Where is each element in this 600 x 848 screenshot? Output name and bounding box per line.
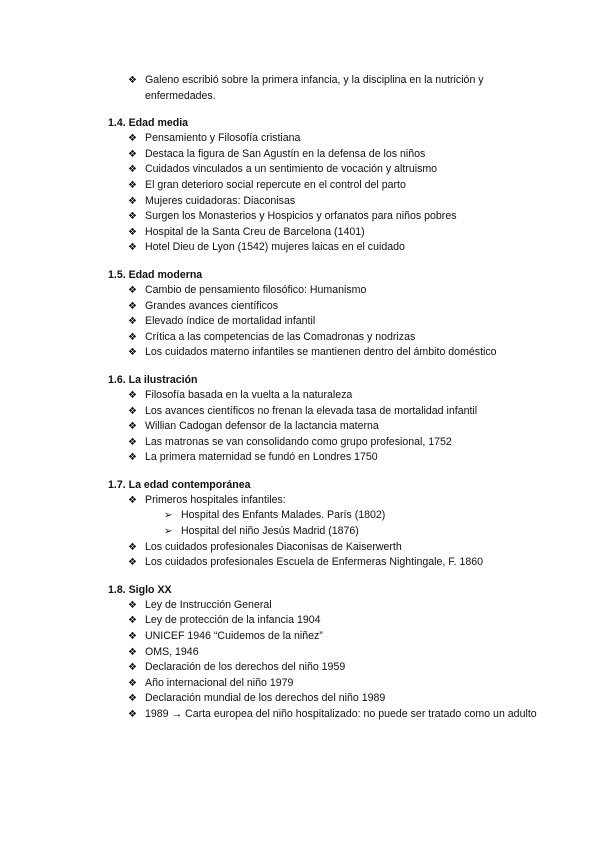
list-item-text: Willian Cadogan defensor de la lactancia materna: [145, 420, 379, 433]
diamond-bullet-icon: ❖: [128, 557, 137, 569]
list-item: [108, 299, 578, 315]
diamond-bullet-icon: ❖: [128, 494, 137, 506]
arrow-bullet-icon: ➢: [164, 526, 173, 538]
list-item: [108, 73, 545, 104]
list-item-text: Declaración mundial de los derechos del niño 1989: [145, 692, 386, 705]
list-item: [108, 283, 578, 299]
list-item-text: Año internacional del niño 1979: [145, 676, 294, 689]
list-item: [108, 209, 578, 225]
section-ilustracion: [108, 372, 578, 466]
sub-list-item: [108, 524, 578, 540]
list-item: [108, 194, 578, 210]
diamond-bullet-icon: ❖: [128, 331, 137, 343]
diamond-bullet-icon: ❖: [128, 662, 137, 674]
diamond-bullet-icon: ❖: [128, 148, 137, 160]
diamond-bullet-icon: ❖: [128, 436, 137, 448]
list-item: [108, 178, 578, 194]
list-item-text: La primera maternidad se fundó en Londres 1750: [145, 451, 378, 464]
list-item-text: Los cuidados profesionales Escuela de Enfermeras Nightingale, F. 1860: [145, 556, 484, 569]
list-item: [108, 450, 578, 466]
list-item: [108, 707, 578, 723]
sub-list-item-text: Hospital del niño Jesús Madrid (1876): [181, 525, 359, 538]
section-heading: 1.7. La edad contemporánea: [108, 478, 251, 491]
diamond-bullet-icon: ❖: [128, 693, 137, 705]
list-item-text: Hotel Dieu de Lyon (1542) mujeres laicas en el cuidado: [145, 241, 405, 254]
list-item-text: UNICEF 1946 “Cuidemos de la niñez”: [145, 630, 323, 643]
diamond-bullet-icon: ❖: [128, 284, 137, 296]
diamond-bullet-icon: ❖: [128, 347, 137, 359]
diamond-bullet-icon: ❖: [128, 389, 137, 401]
list-item: [108, 131, 578, 147]
list-item: [108, 388, 578, 404]
document-content: [108, 73, 578, 723]
list-item-text: Hospital de la Santa Creu de Barcelona (1401): [145, 225, 365, 238]
section-edad-moderna: [108, 267, 578, 361]
section-siglo-xx: [108, 582, 578, 723]
sub-list-item-text: Hospital des Enfants Malades. París (1802): [181, 509, 386, 522]
list-item-text: 1989 → Carta europea del niño hospitalizado: no puede ser tratado como un adulto: [145, 708, 537, 720]
list-item-text: Cuidados vinculados a un sentimiento de vocación y altruismo: [145, 163, 438, 176]
diamond-bullet-icon: ❖: [128, 541, 137, 553]
diamond-bullet-icon: ❖: [128, 164, 137, 176]
list-item: [108, 147, 578, 163]
diamond-bullet-icon: ❖: [128, 133, 137, 145]
diamond-bullet-icon: ❖: [128, 226, 137, 238]
list-item: [108, 225, 578, 241]
list-item-text: Ley de protección de la infancia 1904: [145, 614, 321, 627]
list-item-text: Surgen los Monasterios y Hospicios y orfanatos para niños pobres: [145, 210, 457, 223]
list-item-text: Filosofía basada en la vuelta a la naturaleza: [145, 388, 353, 401]
list-item-text: Galeno escribió sobre la primera infancia, y la disciplina en la nutrición y enfermedades.: [145, 74, 484, 102]
diamond-bullet-icon: ❖: [128, 709, 137, 720]
list-item-text: Ley de Instrucción General: [145, 598, 272, 611]
diamond-bullet-icon: ❖: [128, 405, 137, 417]
section-edad-contemporanea: [108, 477, 578, 571]
list-item-text: Las matronas se van consolidando como grupo profesional, 1752: [145, 435, 452, 448]
list-item-text: Crítica a las competencias de las Comadronas y nodrizas: [145, 330, 416, 343]
list-item: [108, 598, 578, 614]
section-heading: 1.4. Edad media: [108, 117, 189, 130]
list-item: [108, 691, 578, 707]
list-item-text: OMS, 1946: [145, 645, 199, 658]
list-item: [108, 555, 578, 571]
list-item: [108, 240, 578, 256]
list-item: [108, 330, 578, 346]
diamond-bullet-icon: ❖: [128, 195, 137, 207]
diamond-bullet-icon: ❖: [128, 452, 137, 464]
list-item: [108, 419, 578, 435]
list-item: [108, 629, 578, 645]
list-item-text: Los cuidados profesionales Diaconisas de Kaiserwerth: [145, 540, 402, 553]
section-edad-media: [108, 115, 578, 256]
diamond-bullet-icon: ❖: [128, 677, 137, 689]
diamond-bullet-icon: ❖: [128, 316, 137, 328]
list-item: [108, 162, 578, 178]
diamond-bullet-icon: ❖: [128, 421, 137, 433]
list-item-text: El gran deterioro social repercute en el control del parto: [145, 178, 406, 191]
diamond-bullet-icon: ❖: [128, 300, 137, 312]
list-item-text: Declaración de los derechos del niño 1959: [145, 661, 346, 674]
diamond-bullet-icon: ❖: [128, 599, 137, 611]
list-item: [108, 613, 578, 629]
diamond-bullet-icon: ❖: [128, 615, 137, 627]
section-heading: 1.6. La ilustración: [108, 373, 198, 386]
list-item-text: Pensamiento y Filosofía cristiana: [145, 132, 301, 145]
list-item: [108, 676, 578, 692]
diamond-bullet-icon: ❖: [128, 211, 137, 223]
section-heading: 1.8. Siglo XX: [108, 583, 172, 596]
diamond-bullet-icon: ❖: [128, 631, 137, 643]
list-item-text: Los avances científicos no frenan la elevada tasa de mortalidad infantil: [145, 404, 478, 417]
list-item: [108, 493, 578, 509]
list-item: [108, 435, 578, 451]
diamond-bullet-icon: ❖: [128, 75, 137, 86]
list-item-text: Los cuidados materno infantiles se mantienen dentro del ámbito doméstico: [145, 346, 497, 359]
list-item: [108, 314, 578, 330]
arrow-bullet-icon: ➢: [164, 510, 173, 522]
list-item: [108, 540, 578, 556]
list-item: [108, 645, 578, 661]
list-item-text: Cambio de pensamiento filosófico: Humanismo: [145, 283, 367, 296]
section-heading: 1.5. Edad moderna: [108, 268, 203, 281]
list-item-text: Mujeres cuidadoras: Diaconisas: [145, 194, 296, 207]
diamond-bullet-icon: ❖: [128, 646, 137, 658]
list-item-text: Grandes avances científicos: [145, 299, 279, 312]
sub-list-item: [108, 508, 578, 524]
list-item: [108, 345, 578, 361]
list-item-text: Primeros hospitales infantiles:: [145, 493, 286, 506]
list-item-text: Destaca la figura de San Agustín en la defensa de los niños: [145, 147, 426, 160]
list-item: [108, 404, 578, 420]
diamond-bullet-icon: ❖: [128, 179, 137, 191]
list-item-text: Elevado índice de mortalidad infantil: [145, 315, 316, 328]
diamond-bullet-icon: ❖: [128, 242, 137, 254]
list-item: [108, 660, 578, 676]
